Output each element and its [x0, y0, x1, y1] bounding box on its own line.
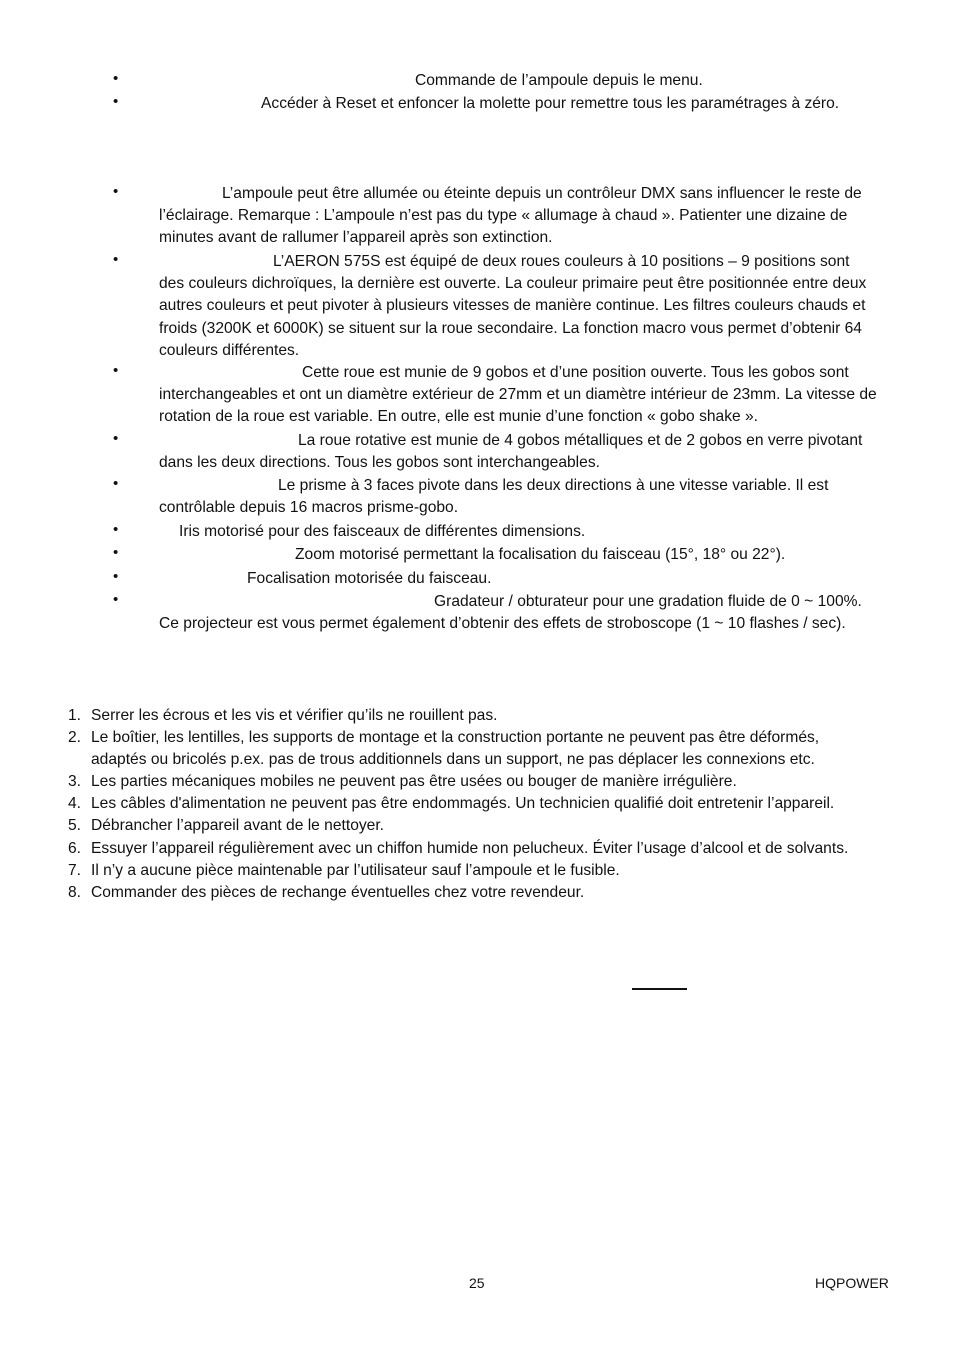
bullet-text: L’ampoule peut être allumée ou éteinte depuis un contrôleur DMX sans influencer le reste de l’éclairage. Remarque : L’ampoule n’est pas du type « allumage à chaud ». Patienter une dizaine de minutes avant de rallumer l’appareil après son extinction. — [159, 185, 862, 247]
bullet-icon: • — [113, 362, 119, 379]
bullet-text: Cette roue est munie de 9 gobos et d’une position ouverte. Tous les gobos sont interchangeables et ont un diamètre extérieur de 27mm et un diamètre intérieur de 23mm. La vitesse de rotation de la roue est variable. En outre, elle est munie d’une fonction « gobo shake ». — [159, 364, 877, 426]
bullet-text: Gradateur / obturateur pour une gradation fluide de 0 ~ 100%. Ce projecteur est vous permet également d’obtenir des effets de stroboscope (1 ~ 10 flashes / sec). — [159, 593, 862, 633]
underline-divider — [632, 988, 687, 990]
bullet-icon: • — [113, 591, 119, 608]
item-text: Débrancher l’appareil avant de le nettoyer. — [91, 817, 384, 834]
bullet-text: L’AERON 575S est équipé de deux roues couleurs à 10 positions – 9 positions sont des couleurs dichroïques, la dernière est ouverte. La couleur primaire peut être positionnée entre deux autres couleurs et peut pivoter à plusieurs vitesses de manière continue. Les filtres couleurs chauds et froids (3200K et 6000K) se situent sur la roue secondaire. La fonction macro vous permet d’obtenir 64 couleurs différentes. — [159, 253, 867, 359]
bullet-icon: • — [113, 70, 119, 87]
item-text: Les parties mécaniques mobiles ne peuvent pas être usées ou bouger de manière irrégulière. — [91, 773, 737, 790]
bullet-text: Accéder à Reset et enfoncer la molette pour remettre tous les paramétrages à zéro. — [261, 95, 840, 112]
item-number: 1. — [68, 707, 82, 724]
bullet-icon: • — [113, 568, 119, 585]
item-text: Il n’y a aucune pièce maintenable par l’utilisateur sauf l’ampoule et le fusible. — [91, 862, 620, 879]
bullet-icon: • — [113, 93, 119, 110]
bullet-text: Zoom motorisé permettant la focalisation du faisceau (15°, 18° ou 22°). — [295, 546, 786, 563]
item-number: 8. — [68, 884, 82, 901]
item-number: 7. — [68, 862, 82, 879]
bullet-text: Le prisme à 3 faces pivote dans les deux directions à une vitesse variable. Il est contrôlable depuis 16 macros prisme-gobo. — [159, 477, 829, 517]
item-number: 4. — [68, 795, 82, 812]
bullet-icon: • — [113, 544, 119, 561]
bullet-icon: • — [113, 430, 119, 447]
item-text: Le boîtier, les lentilles, les supports de montage et la construction portante ne peuvent pas être déformés, adaptés ou bricolés p.ex. pas de trous additionnels dans un support, ne pas déplacer les connexions etc. — [91, 729, 820, 769]
item-number: 6. — [68, 840, 82, 857]
bullet-text: La roue rotative est munie de 4 gobos métalliques et de 2 gobos en verre pivotant dans les deux directions. Tous les gobos sont interchangeables. — [159, 432, 863, 472]
bullet-text: Iris motorisé pour des faisceaux de différentes dimensions. — [179, 523, 586, 540]
item-text: Les câbles d'alimentation ne peuvent pas être endommagés. Un technicien qualifié doit entretenir l’appareil. — [91, 795, 835, 812]
item-number: 5. — [68, 817, 82, 834]
page-number: 25 — [469, 1275, 485, 1291]
bullet-icon: • — [113, 251, 119, 268]
item-text: Essuyer l’appareil régulièrement avec un chiffon humide non pelucheux. Éviter l’usage d’alcool et de solvants. — [91, 840, 849, 857]
item-number: 3. — [68, 773, 82, 790]
bullet-icon: • — [113, 475, 119, 492]
bullet-icon: • — [113, 183, 119, 200]
bullet-icon: • — [113, 521, 119, 538]
item-text: Serrer les écrous et les vis et vérifier qu’ils ne rouillent pas. — [91, 707, 498, 724]
item-text: Commander des pièces de rechange éventuelles chez votre revendeur. — [91, 884, 585, 901]
bullet-text: Commande de l’ampoule depuis le menu. — [415, 72, 703, 89]
bullet-text: Focalisation motorisée du faisceau. — [247, 570, 492, 587]
footer-brand: HQPOWER — [815, 1275, 889, 1291]
item-number: 2. — [68, 729, 82, 746]
